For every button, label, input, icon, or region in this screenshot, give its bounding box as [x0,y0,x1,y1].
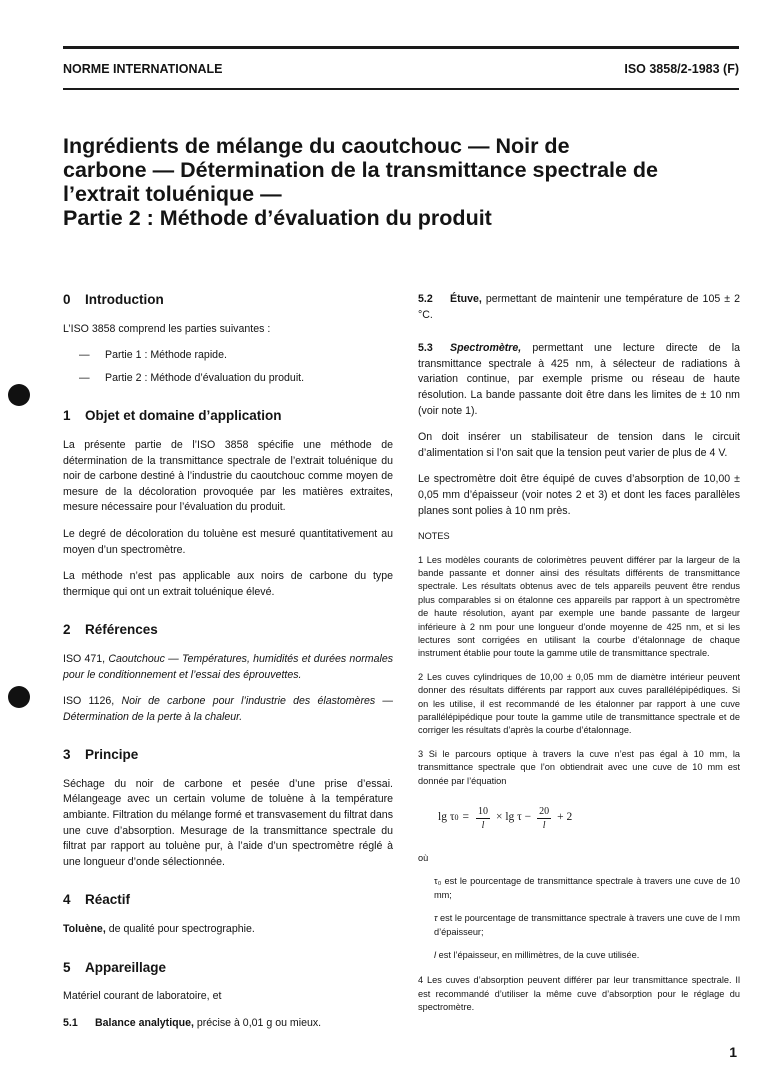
apparatus-paragraph: Matériel courant de laboratoire, et [63,990,222,1003]
note-3: 3 Si le parcours optique à travers la cuve n’est pas égal à 10 mm, la transmittance spectrale que l’on obtiendrait avec une cuve de 10 mm est donnée par l’équation [418,748,740,786]
margin-bullet-1 [8,384,30,406]
notes-block [418,530,740,1015]
reference-2: ISO 1126, Noir de carbone pour l’industrie des élastomères — Détermination de la perte à la chaleur. [63,695,393,723]
apparatus-paragraph-2: On doit insérer un stabilisateur de tension dans le circuit d’alimentation si l’on sait que la tension peut varier de plus de 4 V. [418,431,740,459]
title-line-2: carbone — Détermination de la transmittance spectrale de [63,158,659,182]
left-column [63,292,393,1042]
header-left: NORME INTERNATIONALE [63,62,223,76]
definition-tau0: τ₀ est le pourcentage de transmittance spectrale à travers une cuve de 10 mm; [434,876,740,900]
header-right: ISO 3858/2-1983 (F) [624,62,739,76]
section-5-heading: 5 Appareillage [63,959,167,975]
section-2-heading: 2 Références [63,622,158,638]
note-1: 1 Les modèles courants de colorimètres peuvent différer par la largeur de la bande passante et donner ainsi des résultats différents de transmittance spectrale. Les résultats obtenus avec de tels appareils peuvent être rendus plus comparables si on étalonne ces appareils par rapport à un spectromètre de haute résolution, ayant par exemple une bande passante de largeur inférieure à 2 nm pour une longueur d’onde moyenne de 425 nm, et si les lectures sont corrigées en utilisant la courbe d’étalonnage de chaque instrument établie pour toute la gamme utile de transmittance spectrale. [418,554,740,659]
title-line-4: Partie 2 : Méthode d’évaluation du produit [63,206,492,230]
definition-tau: τ est le pourcentage de transmittance spectrale à travers une cuve de l mm d’épaisseur; [434,913,740,937]
section-3-heading: 3 Principe [63,747,139,763]
scope-paragraph-1: La présente partie de l’ISO 3858 spécifie une méthode de détermination de la transmittance spectrale de l’extrait toluénique du noir de carbone destiné à l’industrie du caoutchouc comme moyen de mesure de la décoloration provoquée par les matières extraites, mesure nécessaire pour l’évaluation du produit. [63,438,393,514]
title-line-3: l’extrait toluénique — [63,182,282,206]
definition-l: l est l’épaisseur, en millimètres, de la cuve utilisée. [434,950,640,961]
notes-heading: NOTES [418,531,450,542]
right-column [418,292,740,1025]
page-number: 1 [729,1044,737,1060]
intro-item-1: — Partie 1 : Méthode rapide. [79,349,227,362]
reagent-paragraph: Toluène, de qualité pour spectrographie. [63,923,255,936]
principle-paragraph: Séchage du noir de carbone et pesée d’une prise d’essai. Mélangeage avec un certain volume de toluène à la température ambiante. Filtration du mélange formé et transvasement du filtrat dans une cuve d’absorption. Mesurage de la transmittance spectrale du filtrat par rapport au toluène pur, à l’aide d’un spectromètre réglé à une longueur d’onde sélectionnée. [63,777,393,868]
scope-paragraph-3: La méthode n’est pas applicable aux noirs de carbone du type thermique qui ont un extrait toluénique élevé. [63,570,393,598]
note-4: 4 Les cuves d’absorption peuvent différer par leur transmittance spectrale. Il est recommandé d’utiliser la même cuve d’absorption pour le réglage du spectromètre. [418,975,740,1013]
scope-paragraph-2: Le degré de décoloration du toluène est mesuré quantitativement au moyen d’un spectromètre. [63,527,393,556]
subsection-5-2: 5.2 Étuve, permettant de maintenir une température de 105 ± 2 °C. [418,293,740,321]
title-line-1: Ingrédients de mélange du caoutchouc — Noir de [63,134,570,158]
where-label: où [418,853,429,864]
subsection-5-3: 5.3 Spectromètre, permettant une lecture directe de la transmittance spectrale à 425 nm, à sélecteur de radiations à variation continue, par exemple prisme ou réseau de haute résolution. La bande passante doit être dans les limites de ± 10 nm (voir note 1). [418,342,740,417]
section-0-heading: 0 Introduction [63,292,164,307]
reference-1: ISO 471, Caoutchouc — Températures, humidités et durées normales pour le conditionnement et l’essai des éprouvettes. [63,652,394,681]
subsection-5-1: 5.1 Balance analytique, précise à 0,01 g ou mieux. [63,1016,322,1029]
intro-item-2: — Partie 2 : Méthode d’évaluation du produit. [79,371,305,384]
equation: lg τ 0 = $\frac{10}{l}$ × lg τ − $\frac{20}{l}$ + 2 [438,805,573,831]
apparatus-paragraph-3: Le spectromètre doit être équipé de cuves d’absorption de 10,00 ± 0,05 mm d’épaisseur (voir notes 2 et 3) et dont les faces parallèles planes sont polies à 10 nm près. [418,473,740,517]
margin-bullet-2 [8,686,30,708]
top-rule [63,46,739,49]
document-title [63,134,753,230]
section-1-heading: 1 Objet et domaine d’application [63,408,282,424]
section-4-heading: 4 Réactif [63,892,131,908]
header-rule [63,88,739,90]
intro-paragraph: L’ISO 3858 comprend les parties suivantes : [63,322,271,335]
note-2: 2 Les cuves cylindriques de 10,00 ± 0,05 mm de diamètre intérieur peuvent donner des résultats différents par rapport aux cuves parallélépipédiques. Si on les utilise, il est recommandé de les étalonner par rapport à une cuve parallélépipédique pour toute la gamme utile de transmittance spectrale et de corriger les résultats d’après la courbe d’étalonnage. [418,671,740,736]
